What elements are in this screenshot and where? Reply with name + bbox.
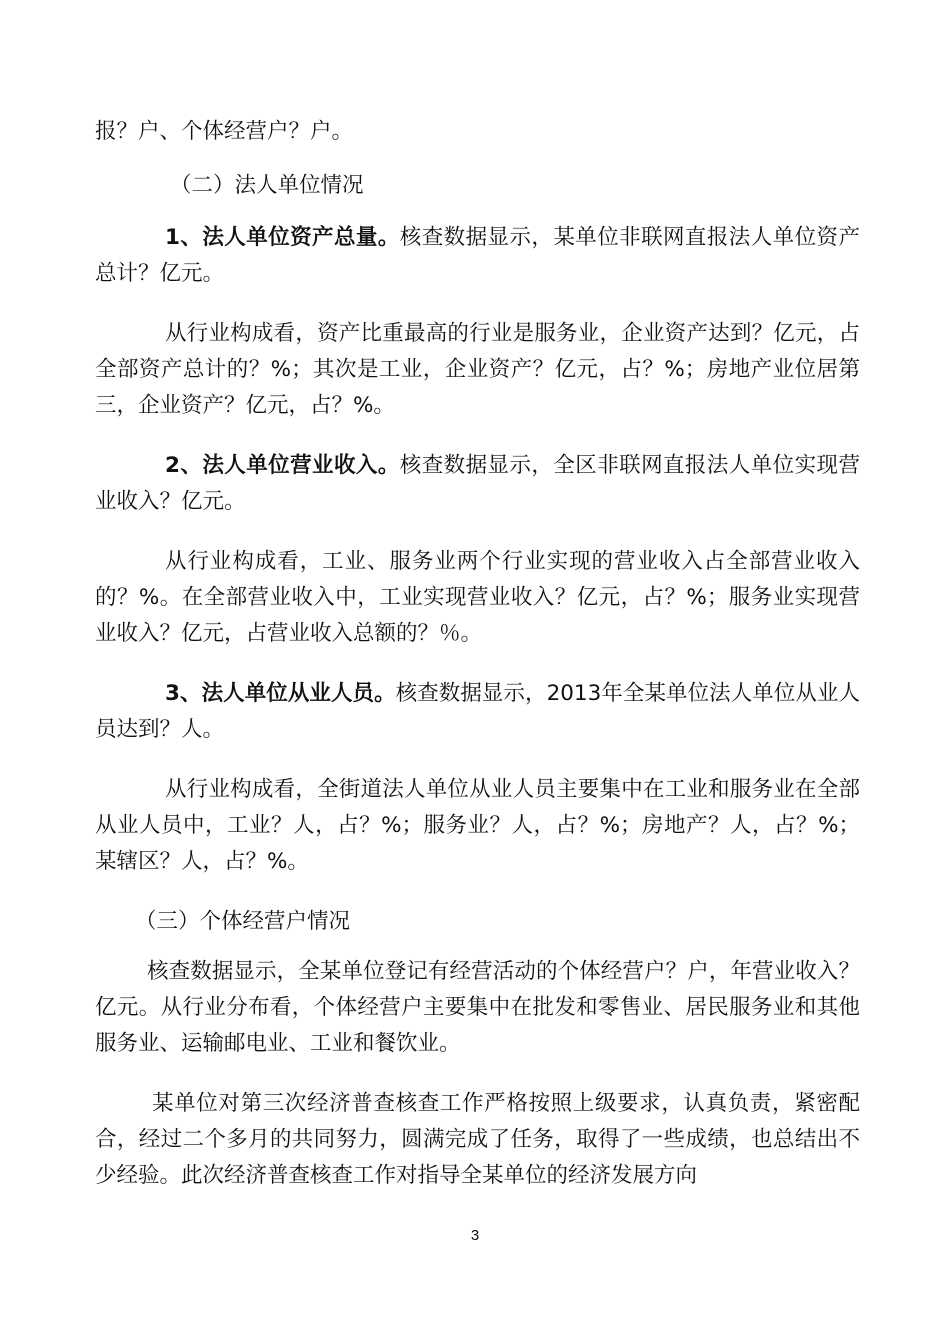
paragraph-text: 从行业构成看，资产比重最高的行业是服务业，企业资产达到？亿元，占全部资产总计的？%；其次是工业，企业资产？亿元，占？%；房地产业位居第三，企业资产？亿元，占？%。 xyxy=(95,321,860,418)
paragraph-employees-industry xyxy=(95,772,860,880)
paragraph-text: 某单位对第三次经济普查核查工作严格按照上级要求，认真负责，紧密配合，经过二个多月的共同努力，圆满完成了任务，取得了一些成绩，也总结出不少经验。此次经济普查核查工作对指导全某单位的经济发展方向 xyxy=(95,1091,860,1188)
paragraph-text: 核查数据显示，全区非联网直报法人单位实现营业收入？亿元。 xyxy=(95,453,860,514)
paragraph-revenue-total xyxy=(95,448,860,520)
paragraph-assets-total xyxy=(95,220,860,292)
paragraph-text: 核查数据显示，2013年全某单位法人单位从业人员达到？人。 xyxy=(95,681,861,742)
paragraph-individual-businesses xyxy=(95,954,860,1062)
paragraph-lead: 3、法人单位从业人员。 xyxy=(165,681,396,706)
paragraph-text: 报？户、个体经营户？户。 xyxy=(95,119,354,144)
paragraph-summary xyxy=(95,1086,860,1194)
section-heading-legal-units: （二）法人单位情况 xyxy=(170,173,364,198)
paragraph-text: 从行业构成看，全街道法人单位从业人员主要集中在工业和服务业在全部从业人员中，工业？人，占？%；服务业？人，占？%；房地产？人，占？%； 某辖区？人，占？%。 xyxy=(95,777,860,874)
paragraph-assets-industry xyxy=(95,316,860,424)
paragraph-employees-total xyxy=(95,676,860,748)
paragraph-text: 核查数据显示，全某单位登记有经营活动的个体经营户？户，年营业收入？亿元。从行业分布看，个体经营户主要集中在批发和零售业、居民服务业和其他服务业、运输邮电业、工业和餐饮业。 xyxy=(95,959,860,1056)
paragraph-lead: 2、法人单位营业收入。 xyxy=(165,453,400,478)
paragraph-text: 核查数据显示，某单位非联网直报法人单位资产总计？亿元。 xyxy=(95,225,860,286)
section-heading-individual-businesses: （三）个体经营户情况 xyxy=(135,909,351,934)
paragraph-revenue-industry xyxy=(95,544,860,652)
paragraph-continuation xyxy=(95,114,860,150)
paragraph-text: 从行业构成看，工业、服务业两个行业实现的营业收入占全部营业收入的？%。在全部营业收入中，工业实现营业收入？亿元，占？%；服务业实现营业收入？亿元，占营业收入总额的？％。 xyxy=(95,549,860,646)
paragraph-lead: 1、法人单位资产总量。 xyxy=(165,225,400,250)
page-number: 3 xyxy=(470,1227,480,1244)
